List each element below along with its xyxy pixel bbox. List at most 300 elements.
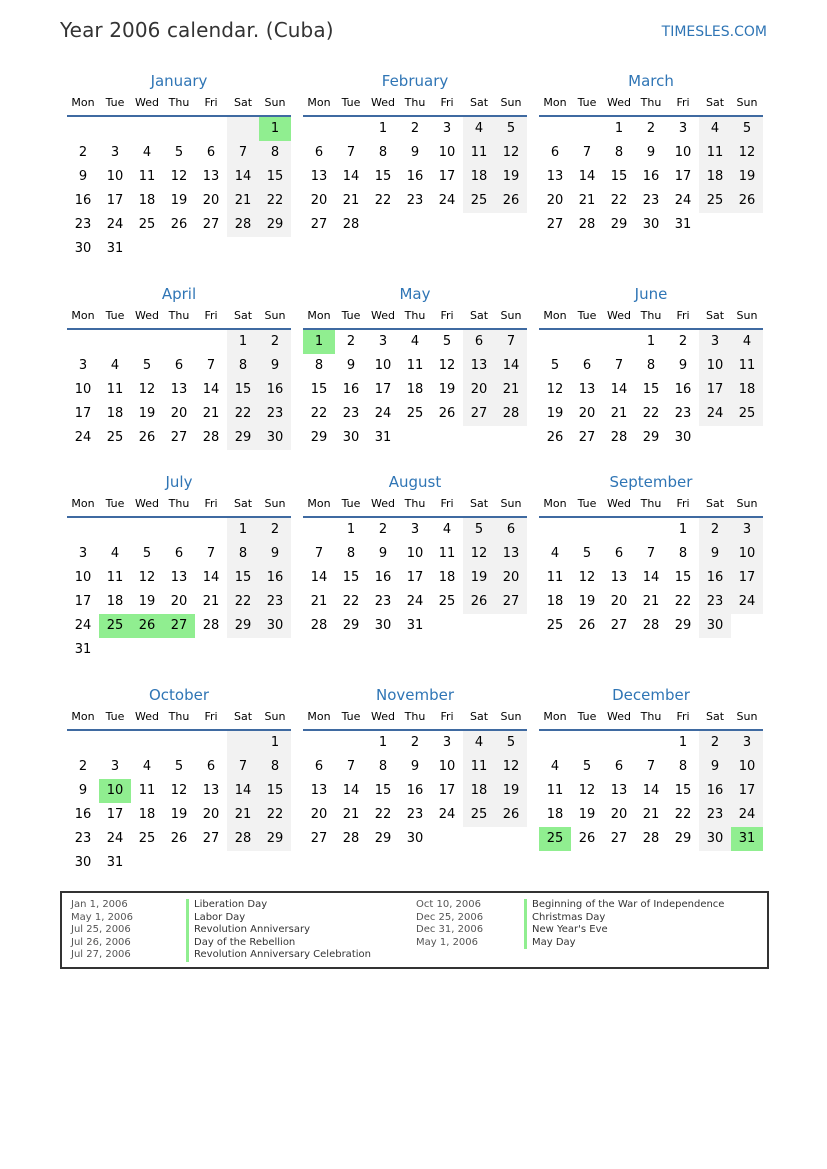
- weekday-label: Mon: [543, 96, 567, 109]
- day-cell: 23: [674, 406, 692, 421]
- day-cell: 8: [678, 546, 688, 561]
- day-cell: 17: [406, 570, 424, 585]
- day-cell: 12: [495, 755, 527, 779]
- weekday-label: Fri: [676, 710, 690, 723]
- weekday-label: Sun: [264, 96, 286, 109]
- day-grid: [303, 117, 527, 237]
- day-cell: 8: [678, 759, 688, 774]
- day-cell: 18: [438, 570, 456, 585]
- day-cell: 20: [202, 807, 220, 822]
- weekday-label: Sat: [469, 309, 489, 322]
- day-cell: 19: [138, 406, 156, 421]
- day-cell: 24: [674, 193, 692, 208]
- day-cell: 21: [642, 594, 660, 609]
- day-cell: 18: [463, 165, 495, 189]
- day-cell: 9: [699, 755, 731, 779]
- day-cell: 27: [202, 831, 220, 846]
- day-cell: 20: [578, 406, 596, 421]
- weekday-header-row: [539, 494, 763, 518]
- day-cell: 18: [138, 193, 156, 208]
- empty-cell: [539, 731, 571, 755]
- weekday-label: Thu: [168, 710, 190, 723]
- day-cell: 27: [546, 217, 564, 232]
- weekday-label: Tue: [577, 497, 597, 510]
- day-cell: 17: [731, 566, 763, 590]
- legend-date: May 1, 2006: [416, 936, 479, 948]
- empty-cell: [335, 731, 367, 755]
- day-cell: 9: [259, 354, 291, 378]
- day-cell: 10: [674, 145, 692, 160]
- day-cell: 13: [170, 382, 188, 397]
- legend-date: Dec 25, 2006: [416, 911, 484, 923]
- day-cell: 24: [699, 402, 731, 426]
- weekday-label: Thu: [404, 710, 426, 723]
- day-cell: 13: [170, 570, 188, 585]
- month-name: September: [609, 473, 693, 491]
- day-cell: 10: [74, 382, 92, 397]
- day-cell: 2: [646, 121, 656, 136]
- day-cell: 18: [699, 165, 731, 189]
- day-cell: 10: [374, 358, 392, 373]
- day-cell: 29: [674, 618, 692, 633]
- day-cell: 25: [138, 831, 156, 846]
- day-cell: 13: [310, 169, 328, 184]
- day-cell: 11: [138, 169, 156, 184]
- day-cell: 16: [259, 566, 291, 590]
- month-march: [539, 71, 763, 237]
- weekday-label: Thu: [404, 96, 426, 109]
- weekday-label: Sat: [469, 96, 489, 109]
- day-cell: 4: [550, 759, 560, 774]
- weekday-label: Mon: [71, 710, 95, 723]
- empty-cell: [227, 117, 259, 141]
- weekday-label: Sat: [469, 710, 489, 723]
- day-cell: 19: [578, 594, 596, 609]
- day-cell: 19: [463, 566, 495, 590]
- empty-cell: [99, 518, 131, 542]
- day-cell: 4: [410, 334, 420, 349]
- day-cell: 30: [674, 430, 692, 445]
- day-cell: 27: [495, 590, 527, 614]
- day-cell: 14: [642, 570, 660, 585]
- day-cell: 24: [74, 430, 92, 445]
- day-cell: 9: [678, 358, 688, 373]
- day-cell: 22: [227, 402, 259, 426]
- day-cell: 12: [546, 382, 564, 397]
- day-cell: 8: [259, 755, 291, 779]
- weekday-label: Sun: [500, 309, 522, 322]
- day-cell: 3: [378, 334, 388, 349]
- day-cell: 15: [259, 165, 291, 189]
- empty-cell: [163, 731, 195, 755]
- day-cell: 19: [495, 779, 527, 803]
- day-cell: 20: [170, 594, 188, 609]
- day-cell: 1: [614, 121, 624, 136]
- day-cell: 17: [74, 406, 92, 421]
- weekday-label: Wed: [607, 497, 631, 510]
- day-cell: 25: [138, 217, 156, 232]
- day-cell: 1: [378, 121, 388, 136]
- day-cell: 16: [674, 382, 692, 397]
- day-cell: 10: [438, 145, 456, 160]
- day-cell: 7: [646, 546, 656, 561]
- day-cell: 30: [342, 430, 360, 445]
- weekday-label: Wed: [135, 96, 159, 109]
- day-grid: [539, 731, 763, 851]
- empty-cell: [131, 518, 163, 542]
- day-cell: 2: [78, 145, 88, 160]
- day-cell: 10: [731, 755, 763, 779]
- weekday-label: Wed: [135, 309, 159, 322]
- day-cell: 4: [110, 358, 120, 373]
- day-cell: 4: [463, 117, 495, 141]
- month-name: July: [165, 473, 193, 491]
- day-cell: 21: [227, 189, 259, 213]
- day-cell: 9: [78, 783, 88, 798]
- day-cell: 16: [642, 169, 660, 184]
- day-cell: 22: [610, 193, 628, 208]
- day-cell: 4: [442, 522, 452, 537]
- day-cell: 2: [78, 759, 88, 774]
- day-cell: 27: [610, 618, 628, 633]
- day-cell: 1: [678, 522, 688, 537]
- day-cell: 14: [578, 169, 596, 184]
- day-cell: 6: [582, 358, 592, 373]
- day-cell: 15: [310, 382, 328, 397]
- empty-cell: [635, 518, 667, 542]
- empty-cell: [303, 117, 335, 141]
- weekday-label: Wed: [607, 96, 631, 109]
- month-november: [303, 685, 527, 851]
- day-cell: 22: [374, 193, 392, 208]
- day-cell: 31: [74, 642, 92, 657]
- day-cell: 11: [546, 570, 564, 585]
- day-cell: 19: [138, 594, 156, 609]
- empty-cell: [195, 330, 227, 354]
- weekday-label: Sun: [264, 710, 286, 723]
- weekday-label: Tue: [105, 96, 125, 109]
- day-cell: 3: [78, 546, 88, 561]
- weekday-header-row: [539, 93, 763, 117]
- weekday-label: Sun: [500, 96, 522, 109]
- day-cell: 18: [546, 807, 564, 822]
- weekday-label: Fri: [440, 309, 454, 322]
- weekday-label: Thu: [168, 497, 190, 510]
- day-cell: 30: [699, 827, 731, 851]
- day-cell: 21: [310, 594, 328, 609]
- day-cell: 5: [550, 358, 560, 373]
- day-cell: 9: [410, 759, 420, 774]
- day-cell: 26: [546, 430, 564, 445]
- legend-holiday-name: Revolution Anniversary Celebration: [186, 949, 371, 962]
- weekday-label: Wed: [607, 309, 631, 322]
- day-cell: 11: [463, 755, 495, 779]
- weekday-label: Thu: [640, 710, 662, 723]
- weekday-label: Sat: [233, 710, 253, 723]
- day-cell: 29: [310, 430, 328, 445]
- day-cell: 7: [614, 358, 624, 373]
- weekday-label: Wed: [371, 96, 395, 109]
- day-cell: 6: [314, 145, 324, 160]
- empty-cell: [131, 330, 163, 354]
- day-cell: 22: [374, 807, 392, 822]
- month-name: February: [381, 72, 449, 90]
- holiday-day-cell: 27: [163, 614, 195, 638]
- day-cell: 29: [610, 217, 628, 232]
- day-cell: 25: [406, 406, 424, 421]
- day-grid: [539, 117, 763, 237]
- day-cell: 15: [374, 783, 392, 798]
- legend-holiday-name: Christmas Day: [524, 912, 724, 925]
- day-cell: 25: [699, 189, 731, 213]
- weekday-label: Fri: [440, 96, 454, 109]
- day-cell: 7: [227, 755, 259, 779]
- month-name: December: [612, 686, 690, 704]
- day-cell: 26: [170, 217, 188, 232]
- day-cell: 31: [374, 430, 392, 445]
- day-cell: 20: [310, 807, 328, 822]
- day-cell: 15: [227, 378, 259, 402]
- day-cell: 19: [170, 807, 188, 822]
- day-cell: 4: [550, 546, 560, 561]
- holiday-day-cell: 26: [131, 614, 163, 638]
- day-cell: 10: [74, 570, 92, 585]
- day-cell: 1: [646, 334, 656, 349]
- day-cell: 6: [614, 546, 624, 561]
- weekday-label: Wed: [371, 309, 395, 322]
- day-cell: 17: [438, 169, 456, 184]
- day-cell: 28: [342, 217, 360, 232]
- holiday-day-cell: 31: [731, 827, 763, 851]
- weekday-label: Wed: [135, 497, 159, 510]
- day-cell: 1: [259, 731, 291, 755]
- brand-link[interactable]: TIMESLES.COM: [661, 24, 767, 40]
- day-cell: 28: [642, 831, 660, 846]
- day-cell: 2: [699, 731, 731, 755]
- day-cell: 17: [674, 169, 692, 184]
- month-october: [67, 685, 291, 875]
- day-cell: 16: [406, 169, 424, 184]
- day-cell: 5: [731, 117, 763, 141]
- holiday-day-cell: 25: [99, 614, 131, 638]
- day-cell: 28: [578, 217, 596, 232]
- day-cell: 17: [374, 382, 392, 397]
- day-cell: 28: [642, 618, 660, 633]
- day-cell: 19: [546, 406, 564, 421]
- day-cell: 29: [259, 827, 291, 851]
- day-cell: 30: [699, 614, 731, 638]
- weekday-label: Sun: [736, 710, 758, 723]
- day-cell: 20: [610, 807, 628, 822]
- weekday-label: Sat: [233, 96, 253, 109]
- day-cell: 4: [731, 330, 763, 354]
- month-april: [67, 284, 291, 450]
- day-cell: 13: [202, 169, 220, 184]
- weekday-label: Wed: [371, 710, 395, 723]
- day-cell: 13: [310, 783, 328, 798]
- day-cell: 8: [259, 141, 291, 165]
- empty-cell: [195, 117, 227, 141]
- day-cell: 7: [227, 141, 259, 165]
- day-cell: 1: [678, 735, 688, 750]
- legend-date: Dec 31, 2006: [416, 924, 484, 935]
- legend-holiday-name: Day of the Rebellion: [186, 937, 371, 950]
- day-cell: 21: [202, 406, 220, 421]
- day-cell: 29: [227, 614, 259, 638]
- day-cell: 30: [642, 217, 660, 232]
- day-cell: 16: [699, 566, 731, 590]
- day-cell: 16: [259, 378, 291, 402]
- day-cell: 7: [495, 330, 527, 354]
- day-cell: 23: [699, 803, 731, 827]
- day-cell: 1: [346, 522, 356, 537]
- day-grid: [67, 518, 291, 662]
- day-cell: 23: [406, 193, 424, 208]
- day-cell: 5: [142, 358, 152, 373]
- day-grid: [539, 330, 763, 450]
- day-cell: 25: [106, 430, 124, 445]
- day-cell: 5: [463, 518, 495, 542]
- day-cell: 10: [731, 542, 763, 566]
- day-cell: 29: [227, 426, 259, 450]
- weekday-label: Fri: [676, 309, 690, 322]
- day-cell: 30: [74, 855, 92, 870]
- day-cell: 25: [546, 618, 564, 633]
- empty-cell: [99, 731, 131, 755]
- weekday-label: Thu: [404, 309, 426, 322]
- day-cell: 11: [438, 546, 456, 561]
- month-december: [539, 685, 763, 851]
- weekday-header-row: [539, 707, 763, 731]
- day-cell: 19: [495, 165, 527, 189]
- month-name: January: [150, 72, 208, 90]
- day-cell: 9: [410, 145, 420, 160]
- day-cell: 20: [546, 193, 564, 208]
- empty-cell: [163, 518, 195, 542]
- weekday-label: Tue: [341, 309, 361, 322]
- day-cell: 27: [463, 402, 495, 426]
- day-cell: 6: [495, 518, 527, 542]
- weekday-label: Mon: [71, 497, 95, 510]
- legend-holiday-name: Labor Day: [186, 912, 371, 925]
- empty-cell: [227, 731, 259, 755]
- day-cell: 28: [495, 402, 527, 426]
- day-cell: 21: [642, 807, 660, 822]
- day-cell: 7: [206, 358, 216, 373]
- day-cell: 23: [259, 402, 291, 426]
- day-cell: 24: [438, 193, 456, 208]
- day-cell: 3: [731, 731, 763, 755]
- day-cell: 5: [495, 731, 527, 755]
- day-cell: 12: [731, 141, 763, 165]
- day-cell: 11: [699, 141, 731, 165]
- day-cell: 20: [495, 566, 527, 590]
- weekday-label: Thu: [640, 309, 662, 322]
- day-cell: 12: [438, 358, 456, 373]
- day-cell: 12: [170, 169, 188, 184]
- day-cell: 30: [74, 241, 92, 256]
- day-cell: 6: [174, 546, 184, 561]
- day-cell: 27: [310, 831, 328, 846]
- weekday-label: Sat: [705, 710, 725, 723]
- day-cell: 5: [174, 759, 184, 774]
- empty-cell: [303, 731, 335, 755]
- day-cell: 9: [259, 542, 291, 566]
- day-cell: 21: [578, 193, 596, 208]
- day-cell: 16: [699, 779, 731, 803]
- month-september: [539, 472, 763, 638]
- day-cell: 11: [106, 382, 124, 397]
- day-cell: 8: [378, 759, 388, 774]
- legend-date: Oct 10, 2006: [416, 899, 481, 910]
- legend-dates-left: [71, 899, 133, 962]
- day-cell: 28: [610, 430, 628, 445]
- weekday-header-row: [67, 707, 291, 731]
- weekday-label: Sat: [233, 309, 253, 322]
- day-cell: 25: [463, 189, 495, 213]
- day-grid: [303, 330, 527, 450]
- day-cell: 27: [170, 430, 188, 445]
- day-cell: 22: [310, 406, 328, 421]
- weekday-header-row: [303, 494, 527, 518]
- day-cell: 14: [227, 165, 259, 189]
- day-cell: 8: [227, 542, 259, 566]
- legend-date: Jul 26, 2006: [71, 936, 131, 948]
- day-cell: 10: [106, 169, 124, 184]
- day-cell: 12: [495, 141, 527, 165]
- day-cell: 17: [106, 193, 124, 208]
- day-cell: 29: [674, 831, 692, 846]
- empty-cell: [195, 731, 227, 755]
- month-name: August: [388, 473, 442, 491]
- day-cell: 31: [674, 217, 692, 232]
- day-cell: 17: [106, 807, 124, 822]
- month-february: [303, 71, 527, 237]
- day-cell: 24: [74, 618, 92, 633]
- empty-cell: [99, 117, 131, 141]
- day-cell: 8: [646, 358, 656, 373]
- day-cell: 24: [374, 406, 392, 421]
- weekday-label: Fri: [204, 497, 218, 510]
- day-cell: 14: [202, 570, 220, 585]
- day-cell: 3: [731, 518, 763, 542]
- day-cell: 19: [731, 165, 763, 189]
- day-cell: 6: [314, 759, 324, 774]
- day-cell: 21: [202, 594, 220, 609]
- empty-cell: [195, 518, 227, 542]
- day-cell: 21: [342, 807, 360, 822]
- weekday-label: Tue: [105, 497, 125, 510]
- day-cell: 2: [678, 334, 688, 349]
- day-cell: 16: [74, 193, 92, 208]
- day-cell: 22: [259, 803, 291, 827]
- day-cell: 16: [406, 783, 424, 798]
- legend-date: Jan 1, 2006: [71, 899, 128, 910]
- day-cell: 28: [342, 831, 360, 846]
- day-cell: 7: [346, 145, 356, 160]
- day-cell: 31: [406, 618, 424, 633]
- weekday-label: Mon: [543, 497, 567, 510]
- weekday-label: Sun: [264, 497, 286, 510]
- weekday-label: Mon: [71, 309, 95, 322]
- day-cell: 13: [610, 783, 628, 798]
- weekday-header-row: [67, 494, 291, 518]
- day-cell: 9: [646, 145, 656, 160]
- empty-cell: [99, 330, 131, 354]
- weekday-label: Sun: [736, 309, 758, 322]
- day-cell: 13: [578, 382, 596, 397]
- day-cell: 15: [610, 169, 628, 184]
